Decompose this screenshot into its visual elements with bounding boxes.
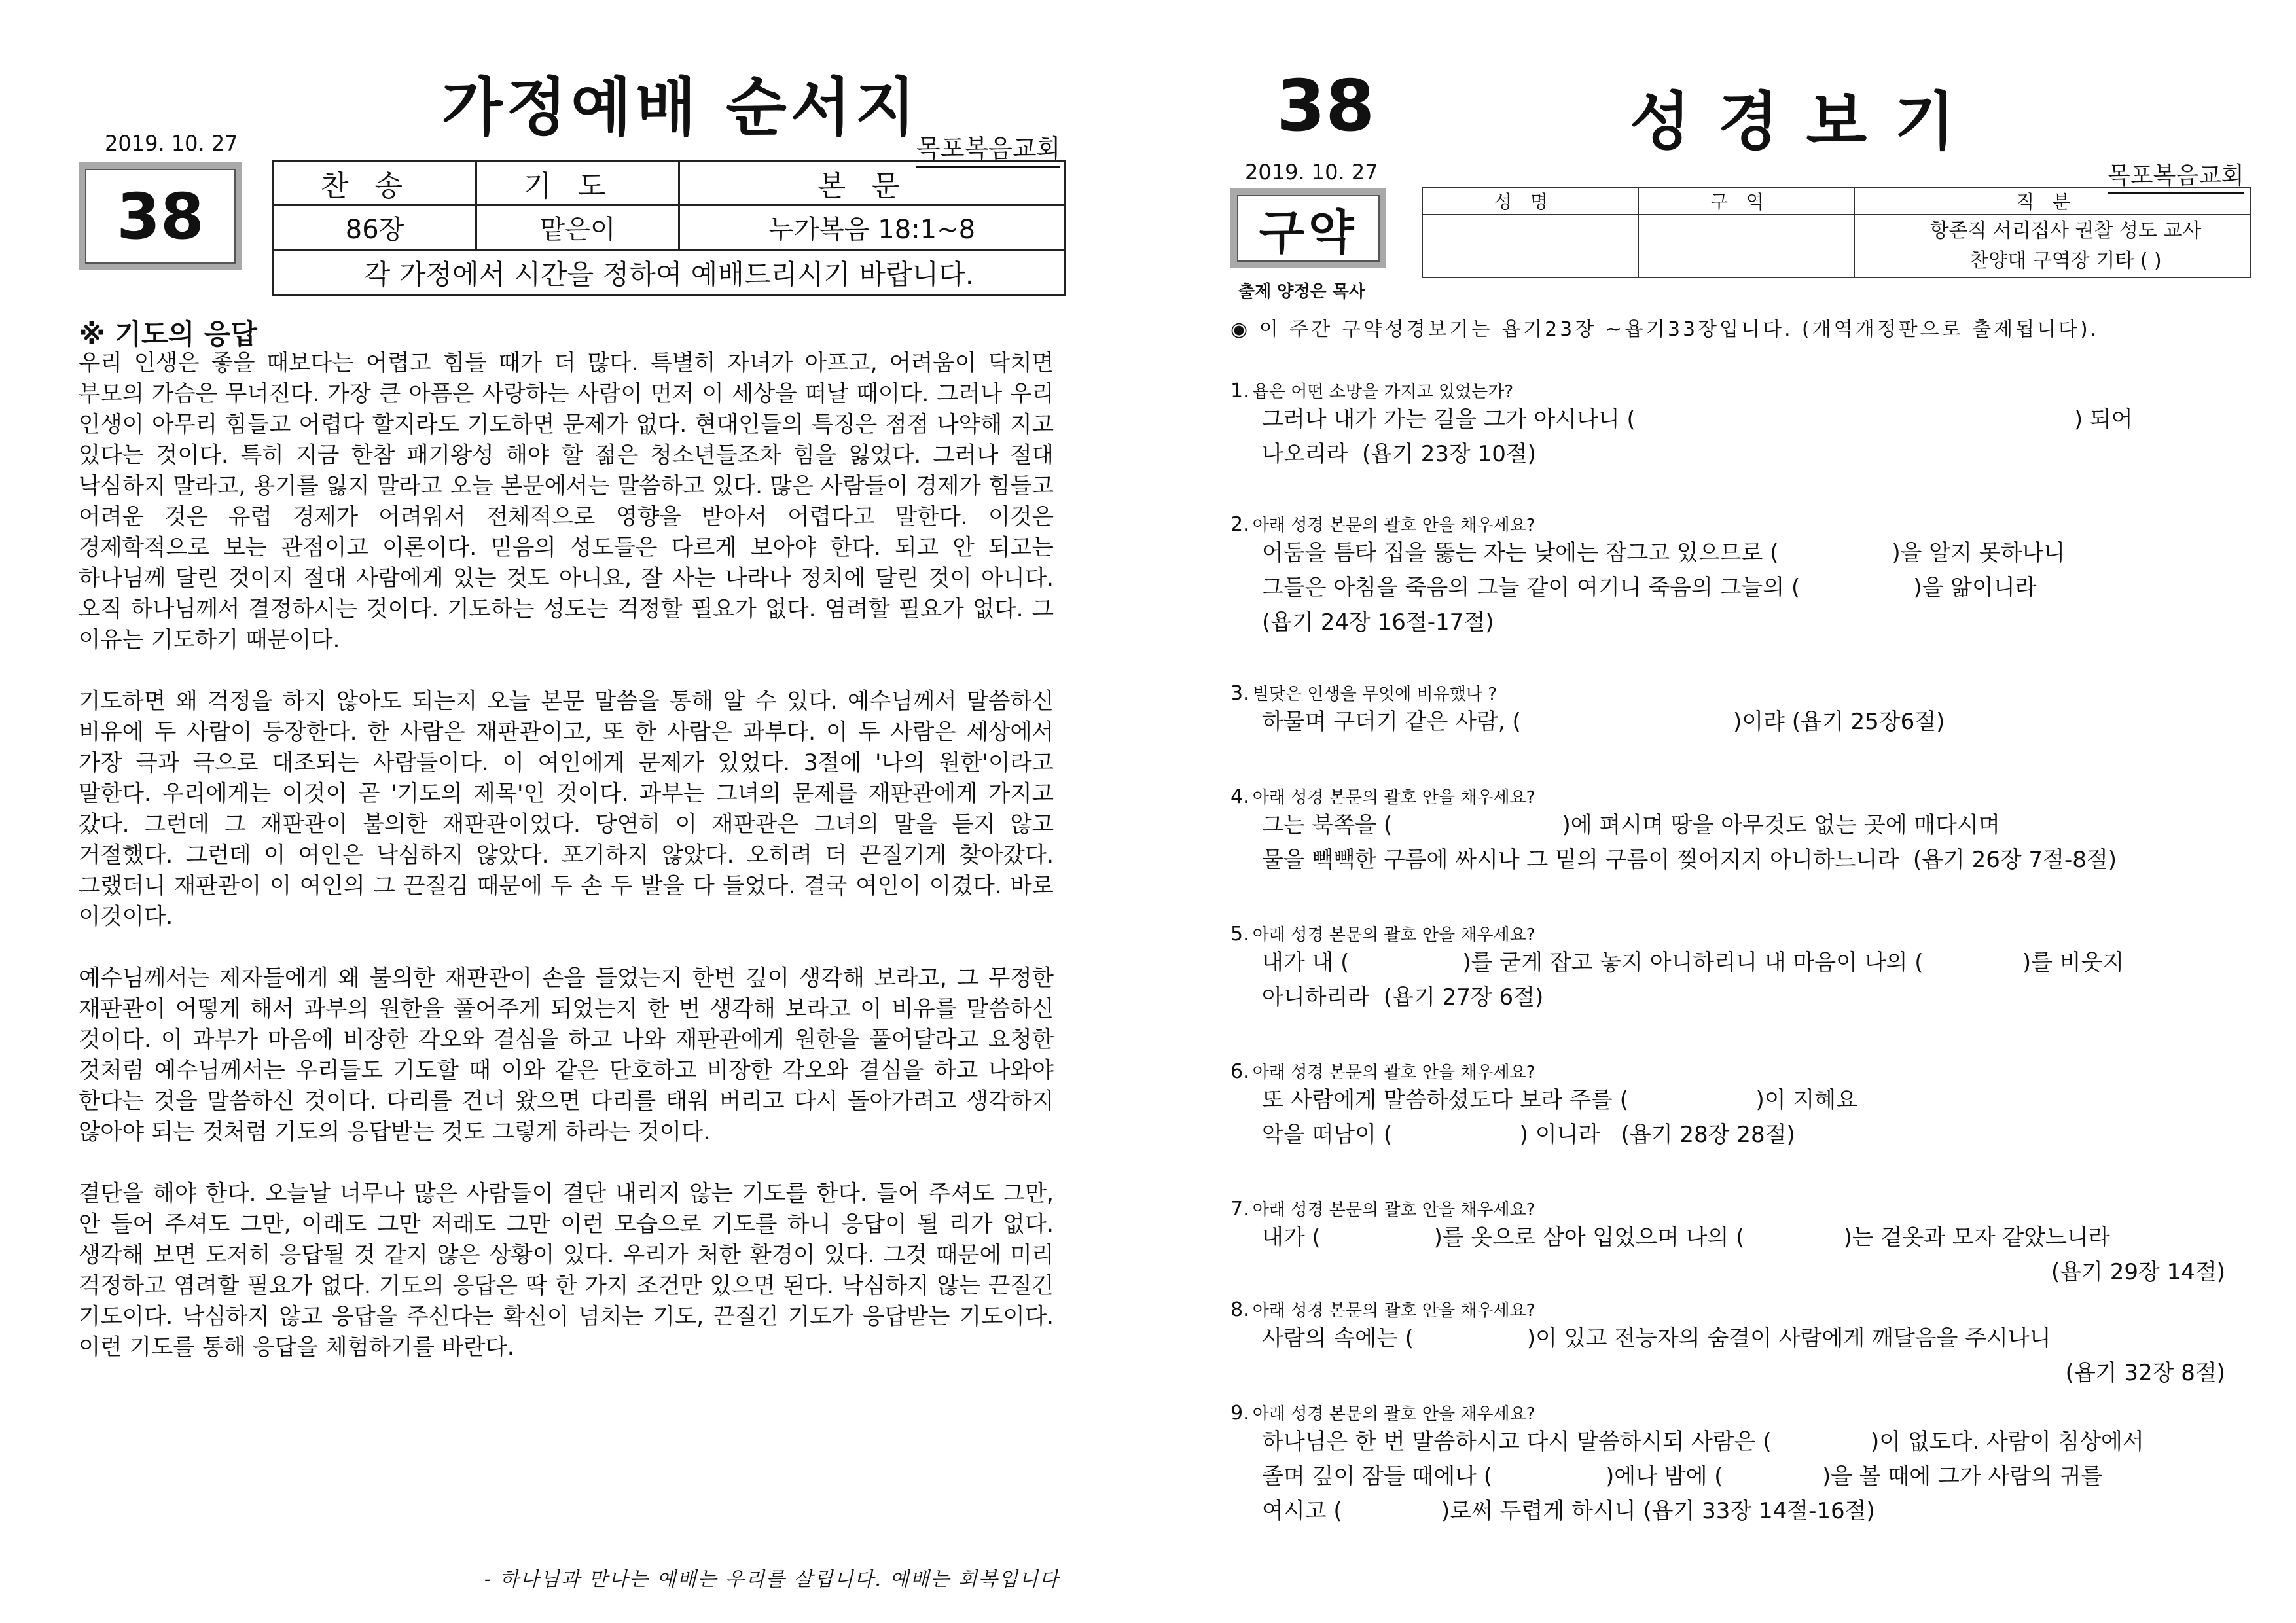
page-title: 가정예배 순서지 — [441, 71, 920, 144]
sermon-body — [79, 348, 1054, 1394]
sermon-paragraph: 기도하면 왜 걱정을 하지 않아도 되는지 오늘 본문 말씀을 통해 알 수 있다. 예수님께서 말씀하신 비유에 두 사람이 등장한다. 한 사람은 재판관이고, 또 한 사람은 과부다. 이 두 사람은 세상에서 가장 극과 극으로 대조되는 사람들이다. 이 여인에게 문제가 있었다. 3절에 '나의 원한'이라고 말한다. 우리에게는 이것이 곧 '기도의 제목'인 것이다. 과부는 그녀의 문제를 재판관에게 가지고 갔다. 그런데 그 재판관이 불의한 재판관이었다. 당연히 이 재판관은 그녀의 말을 듣지 않고 거절했다. 그런데 이 여인은 낙심하지 않았다. 포기하지 않았다. 오히려 더 끈질기게 찾아갔다. 그랬더니 재판관이 이 여인의 그 끈질김 때문에 두 손 두 발을 다 들었다. 결국 여인이 이겼다. 바로 이것이다. — [79, 688, 1054, 930]
question-number: 4. — [1230, 785, 1249, 808]
question-prompt: 아래 성경 본문의 괄호 안을 채우세요? — [1252, 1301, 1535, 1321]
question-line: 그는 북쪽을 ( )에 펴시며 땅을 아무것도 없는 곳에 매다시며 — [1262, 812, 2000, 838]
question-line: 물을 빽빽한 구름에 싸시나 그 밑의 구름이 찢어지지 아니하느니라 (욥기 26장 7절-8절) — [1262, 847, 2117, 873]
question-line: 또 사람에게 말씀하셨도다 보라 주를 ( )이 지혜요 — [1262, 1087, 1857, 1113]
scripture-header: 본문 — [679, 162, 1065, 205]
question-2 — [1230, 512, 2238, 640]
quiz-church-name: 목포복음교회 — [2108, 157, 2244, 194]
question-number: 2. — [1230, 513, 1249, 536]
question-number: 7. — [1230, 1198, 1249, 1221]
question-4 — [1230, 784, 2238, 878]
question-6 — [1230, 1059, 2238, 1152]
position-header: 직분 — [1854, 187, 2251, 215]
question-line: 악을 떠남이 ( ) 이니라 (욥기 28장 28절) — [1262, 1122, 1795, 1148]
sermon-paragraph: 우리 인생은 좋을 때보다는 어렵고 힘들 때가 더 많다. 특별히 자녀가 아프고, 어려움이 닥치면 부모의 가슴은 무너진다. 가장 큰 아픔은 사랑하는 사람이 먼저 이 세상을 떠날 때이다. 그러나 우리 인생이 아무리 힘들고 어렵다 할지라도 기도하면 문제가 없다. 현대인들의 특징은 점점 나약해 지고 있다는 것이다. 특히 지금 한참 패기왕성 해야 할 젊은 청소년들조차 힘을 잃었다. 그러나 절대 낙심하지 말라고, 용기를 잃지 말라고 오늘 본문에서는 말씀하고 있다. 많은 사람들이 경제가 힘들고 어려운 것은 유럽 경제가 어려워서 전체적으로 영향을 받아서 어렵다고 말한다. 이것은 경제학적으로 보는 관점이고 이론이다. 믿음의 성도들은 다르게 보아야 한다. 되고 안 되고는 하나님께 달린 것이지 절대 사람에게 있는 것도 아니요, 잘 사는 나라나 정치에 달린 것이 아니다. 오직 하나님께서 결정하시는 것이다. 기도하는 성도는 걱정할 필요가 없다. 염려할 필요가 없다. 그 이유는 기도하기 때문이다. — [79, 350, 1054, 653]
question-line: 내가 내 ( )를 굳게 잡고 놓지 아니하리니 내 마음이 나의 ( )를 비웃지 — [1262, 950, 2125, 976]
prayer-header: 기도 — [476, 162, 679, 205]
question-number: 5. — [1230, 923, 1249, 946]
position-options — [1854, 215, 2251, 277]
question-number: 3. — [1230, 682, 1249, 705]
section-title: ※ 기도의 응답 — [79, 318, 257, 350]
question-prompt: 아래 성경 본문의 괄호 안을 채우세요? — [1252, 925, 1535, 945]
question-number: 6. — [1230, 1060, 1249, 1083]
sermon-paragraph: 결단을 해야 한다. 오늘날 너무나 많은 사람들이 결단 내리지 않는 기도를 한다. 들어 주셔도 그만, 안 들어 주셔도 그만, 이래도 그만 저래도 그만 이런 모습으로 기도를 하니 응답이 될 리가 없다. 생각해 보면 도저히 응답될 것 같지 않은 상황이 있다. 우리가 처한 환경이 있다. 그것 때문에 미리 걱정하고 염려할 필요가 없다. 기도의 응답은 딱 한 가지 조건만 있으면 된다. 낙심하지 않는 끈질긴 기도이다. 낙심하지 않고 응답을 주신다는 확신이 넘치는 기도, 끈질긴 기도가 응답받는 기도이다. 이런 기도를 통해 응답을 체험하기를 바란다. — [79, 1181, 1054, 1361]
question-line: 그러나 내가 가는 길을 그가 아시나니 ( ) 되어 — [1262, 406, 2133, 433]
quiz-date: 2019. 10. 27 — [1245, 160, 1378, 185]
question-prompt: 아래 성경 본문의 괄호 안을 채우세요? — [1252, 788, 1535, 808]
issue-number-box — [79, 162, 242, 270]
bible-quiz-page — [1230, 0, 2251, 1623]
question-prompt: 아래 성경 본문의 괄호 안을 채우세요? — [1252, 1063, 1535, 1082]
question-line: 나오리라 (욥기 23장 10절) — [1262, 441, 1537, 467]
order-notice: 각 가정에서 시간을 정하여 예배드리시기 바랍니다. — [274, 250, 1065, 296]
name-header: 성명 — [1422, 187, 1638, 215]
scripture-value: 누가복음 18:1~8 — [679, 205, 1065, 250]
issue-date: 2019. 10. 27 — [105, 131, 238, 156]
question-9 — [1230, 1400, 2238, 1529]
question-3 — [1230, 681, 2238, 740]
question-prompt: 욥은 어떤 소망을 가지고 있었는가? — [1252, 382, 1514, 402]
testament-box — [1230, 188, 1386, 268]
worship-order-table — [272, 160, 1066, 296]
question-line: 사람의 속에는 ( )이 있고 전능자의 숨결이 사람에게 깨달음을 주시나니 — [1262, 1325, 2051, 1351]
quiz-title: 성경보기 — [1630, 85, 1982, 158]
question-line: 하나님은 한 번 말씀하시고 다시 말씀하시되 사람은 ( )이 없도다. 사람이 침상에서 — [1262, 1429, 2144, 1455]
question-1 — [1230, 378, 2238, 472]
worship-order-page — [79, 0, 1067, 1623]
question-line: 아니하리라 (욥기 27장 6절) — [1262, 984, 1544, 1010]
district-header: 구역 — [1638, 187, 1854, 215]
quiz-intro: ◉ 이 주간 구약성경보기는 욥기23장 ~욥기33장입니다. (개역개정판으로 출제됩니다). — [1230, 318, 2100, 341]
footer-slogan: - 하나님과 만나는 예배는 우리를 살립니다. 예배는 회복입니다 — [484, 1568, 1060, 1591]
sermon-paragraph: 예수님께서는 제자들에게 왜 불의한 재판관이 손을 들었는지 한번 깊이 생각해 보라고, 그 무정한 재판관이 어떻게 해서 과부의 원한을 풀어주게 되었는지 한 번 생각해 보라고 이 비유를 말씀하신 것이다. 이 과부가 마음에 비장한 각오와 결심을 하고 나와 재판관에게 원한을 풀어달라고 요청한 것처럼 예수님께서는 우리들도 기도할 때 이와 같은 단호하고 비장한 각오와 결심을 하고 나와야 한다는 것을 말씀하신 것이다. 다리를 건너 왔으면 다리를 태워 버리고 다시 돌아가려고 생각하지 않아야 되는 것처럼 기도의 응답받는 것도 그렇게 하라는 것이다. — [79, 965, 1054, 1145]
question-prompt: 아래 성경 본문의 괄호 안을 채우세요? — [1252, 1200, 1535, 1220]
question-number: 1. — [1230, 380, 1249, 402]
issue-number: 38 — [85, 169, 236, 264]
question-prompt: 아래 성경 본문의 괄호 안을 채우세요? — [1252, 516, 1535, 535]
question-line: 그들은 아침을 죽음의 그늘 같이 여기니 죽음의 그늘의 ( )을 앎이니라 — [1262, 575, 2037, 601]
question-line: 어둠을 틈타 집을 뚫는 자는 낮에는 잠그고 있으므로 ( )을 알지 못하나니 — [1262, 540, 2066, 566]
question-prompt: 빌닷은 인생을 무엇에 비유했나 ? — [1252, 685, 1498, 704]
district-field[interactable] — [1638, 215, 1854, 277]
question-number: 9. — [1230, 1402, 1249, 1425]
participant-info-table — [1422, 187, 2251, 278]
question-reference: (욥기 32장 8절) — [2065, 1360, 2225, 1386]
question-line: 내가 ( )를 옷으로 삼아 입었으며 나의 ( )는 겉옷과 모자 같았느니라 — [1262, 1224, 2110, 1251]
position-options-line: 항존직 서리집사 권찰 성도 교사 — [1929, 219, 2202, 242]
position-options-line: 찬양대 구역장 기타 ( ) — [1969, 249, 2162, 272]
church-name: 목포복음교회 — [916, 128, 1060, 168]
question-7 — [1230, 1196, 2238, 1290]
hymn-value: 86장 — [274, 205, 476, 250]
question-5 — [1230, 921, 2238, 1015]
question-8 — [1230, 1297, 2238, 1391]
question-prompt: 아래 성경 본문의 괄호 안을 채우세요? — [1252, 1404, 1535, 1424]
question-number: 8. — [1230, 1298, 1249, 1321]
question-line: 하물며 구더기 같은 사람, ( )이랴 (욥기 25장6절) — [1262, 709, 1945, 735]
prayer-value: 맡은이 — [476, 205, 679, 250]
name-field[interactable] — [1422, 215, 1638, 277]
question-reference: (욥기 29장 14절) — [2051, 1259, 2225, 1285]
quiz-number: 38 — [1276, 65, 1375, 147]
quiz-setter: 출제 양정은 목사 — [1238, 282, 1365, 302]
question-line: 여시고 ( )로써 두렵게 하시니 (욥기 33장 14절-16절) — [1262, 1498, 1875, 1524]
hymn-header: 찬송 — [274, 162, 476, 205]
question-line: (욥기 24장 16절-17절) — [1262, 609, 1494, 635]
testament-label: 구약 — [1237, 195, 1380, 262]
question-line: 졸며 깊이 잠들 때에나 ( )에나 밤에 ( )을 볼 때에 그가 사람의 귀를 — [1262, 1463, 2103, 1489]
